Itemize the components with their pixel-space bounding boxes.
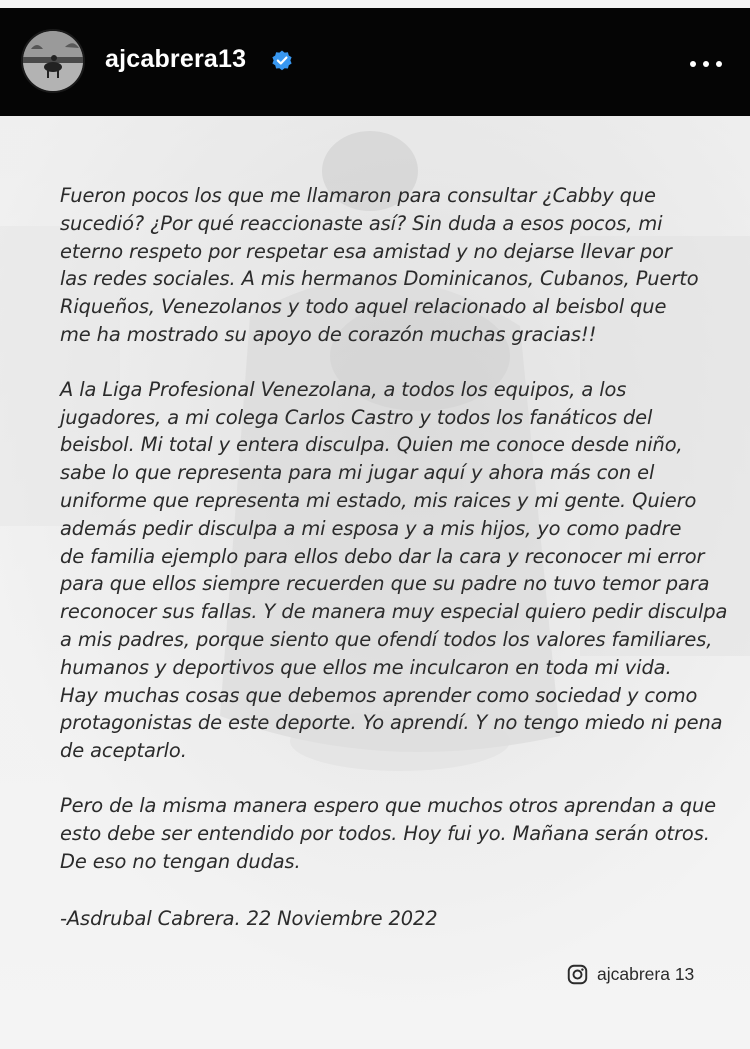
text-line: de aceptarlo. (60, 739, 187, 763)
signature: -Asdrubal Cabrera. 22 Noviembre 2022 (60, 907, 438, 931)
top-divider (0, 0, 750, 8)
text-line: me ha mostrado su apoyo de corazón muchas gracias!! (60, 322, 597, 346)
instagram-handle-text: ajcabrera 13 (597, 963, 695, 984)
paragraph-3 (60, 792, 720, 875)
more-options-icon[interactable] (684, 52, 728, 76)
text-line: además pedir disculpa a mi esposa y a mis hijos, yo como padre (60, 516, 682, 540)
paragraph-2 (60, 376, 728, 765)
paragraph-1 (60, 182, 720, 349)
instagram-logo-icon (567, 964, 588, 985)
text-line: beisbol. Mi total y entera disculpa. Quien me conoce desde niño, (60, 433, 683, 457)
avatar-image (23, 31, 83, 91)
instagram-handle (567, 962, 694, 986)
post-header (0, 8, 750, 116)
text-line: las redes sociales. A mis hermanos Dominicanos, Cubanos, Puerto (60, 267, 699, 291)
text-line: jugadores, a mi colega Carlos Castro y todos los fanáticos del (60, 405, 653, 429)
text-line: a mis padres, porque siento que ofendí todos los valores familiares, (60, 627, 713, 651)
text-line: Fueron pocos los que me llamaron para consultar ¿Cabby que (60, 184, 656, 207)
statement-text (60, 182, 728, 933)
text-line: humanos y deportivos que ellos me inculcaron en toda mi vida. (60, 655, 672, 679)
text-line: eterno respeto por respetar esa amistad y no dejarse llevar por (60, 239, 672, 263)
text-line: de familia ejemplo para ellos debo dar la cara y reconocer mi error (60, 544, 705, 568)
text-line: De eso no tengan dudas. (60, 849, 301, 873)
text-line: Pero de la misma manera espero que muchos otros aprendan a que (60, 793, 716, 817)
verified-badge-icon (270, 49, 294, 73)
text-line: reconocer sus fallas. Y de manera muy especial quiero pedir disculpa (60, 600, 728, 624)
text-line: sabe lo que representa para mi jugar aquí y ahora más con el (60, 461, 655, 485)
post-image (0, 116, 750, 1049)
text-line: protagonistas de este deporte. Yo aprendí. Y no tengo miedo ni pena (60, 711, 723, 735)
text-line: esto debe ser entendido por todos. Hoy fui yo. Mañana serán otros. (60, 821, 710, 845)
text-line: Hay muchas cosas que debemos aprender como sociedad y como (60, 683, 698, 707)
username[interactable]: ajcabrera13 (105, 45, 247, 73)
text-line: Riqueños, Venezolanos y todo aquel relacionado al beisbol que (60, 295, 667, 319)
text-line: A la Liga Profesional Venezolana, a todos los equipos, a los (60, 377, 627, 401)
profile-avatar[interactable] (21, 29, 85, 93)
text-line: sucedió? ¿Por qué reaccionaste así? Sin duda a esos pocos, mi (60, 211, 663, 235)
text-line: uniforme que representa mi estado, mis raices y mi gente. Quiero (60, 488, 697, 512)
text-line: para que ellos siempre recuerden que su padre no tuvo temor para (60, 572, 710, 596)
